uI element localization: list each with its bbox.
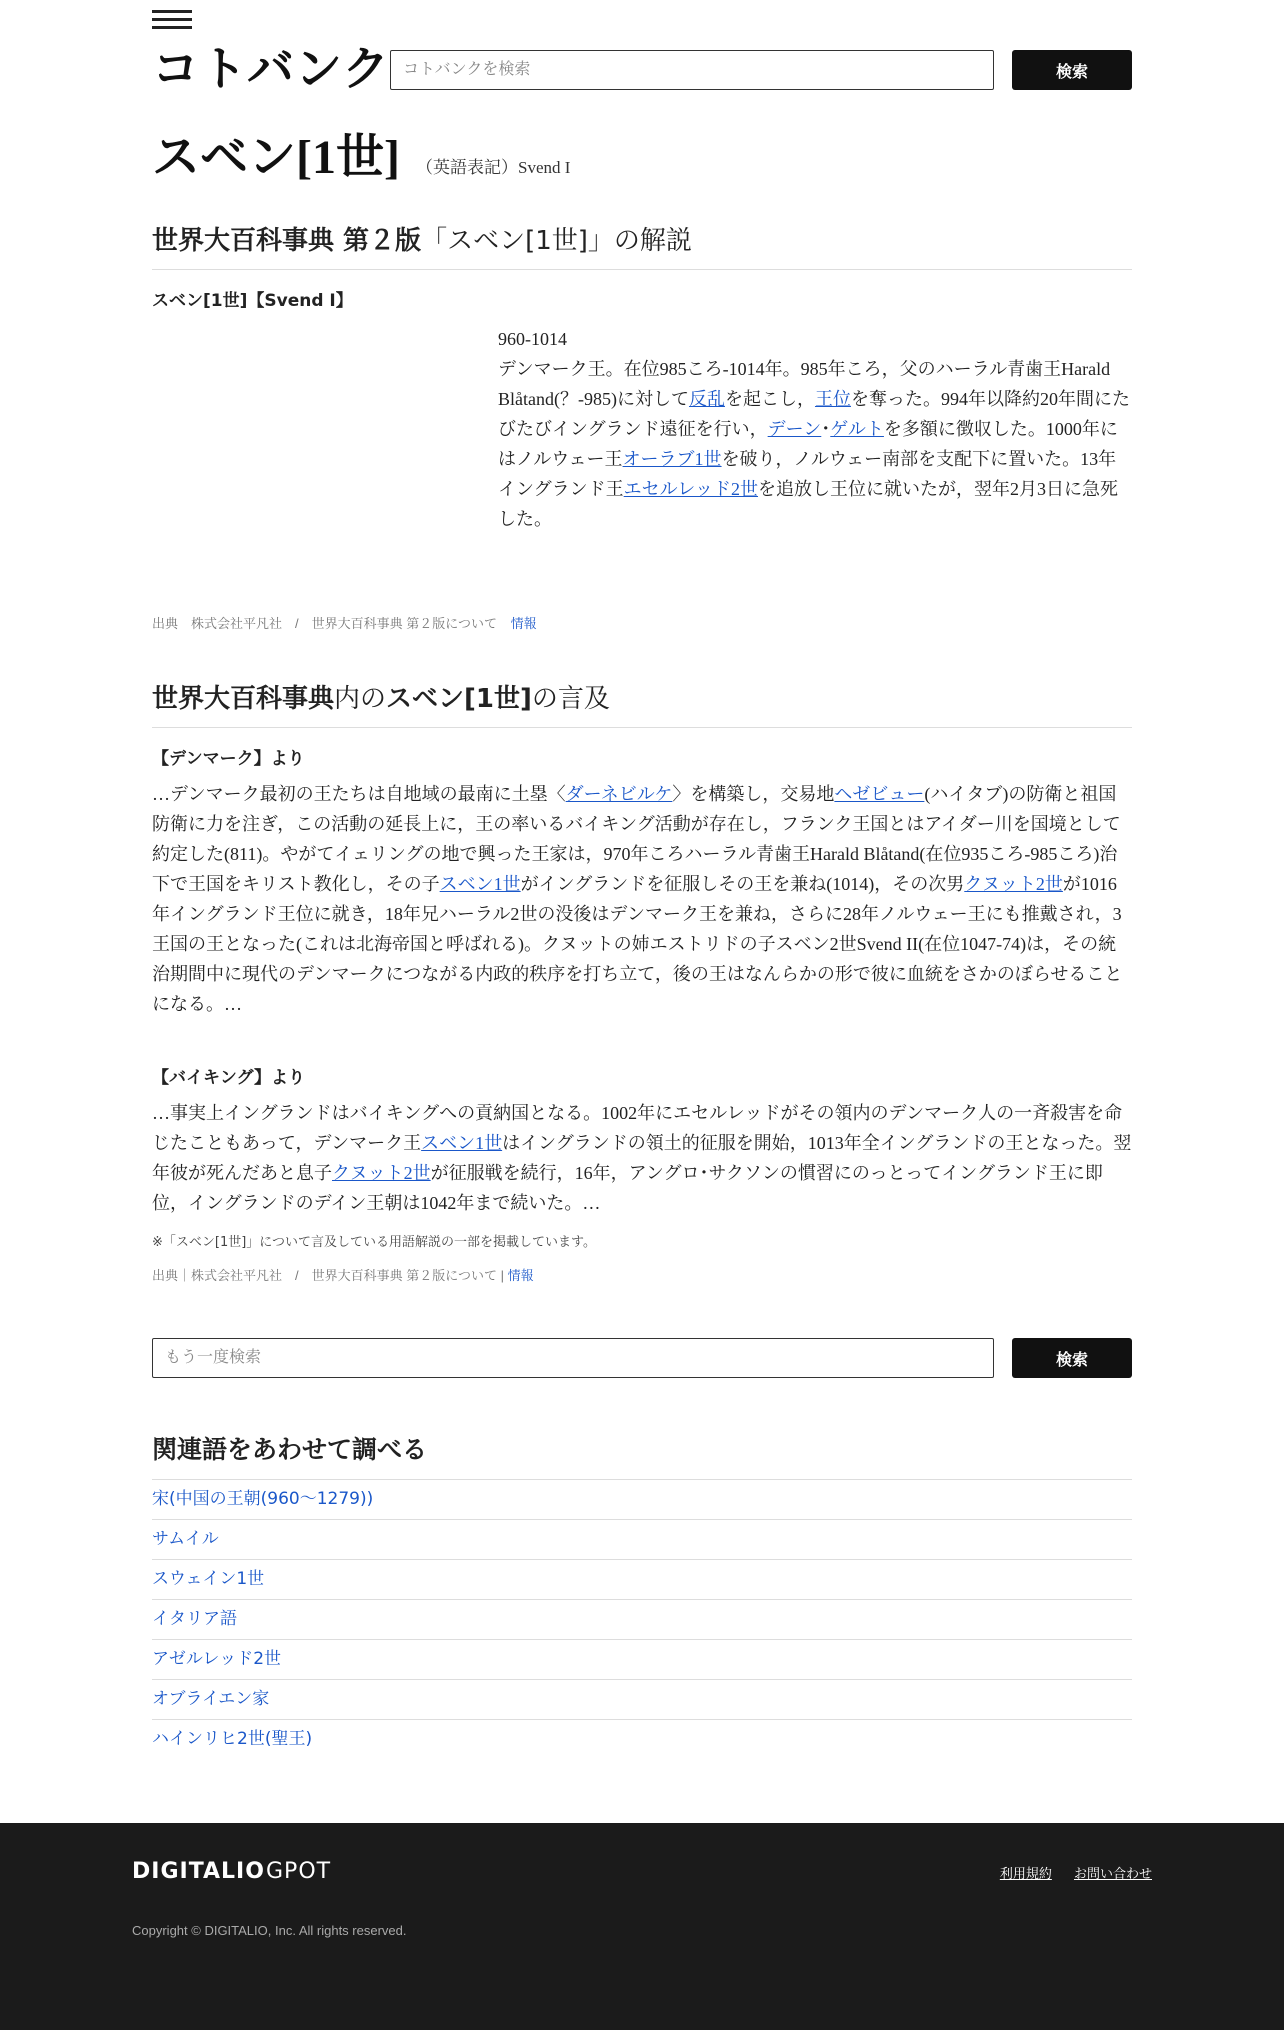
search-again-input[interactable] [152, 1338, 994, 1378]
text-run: 〉を構築し，交易地 [672, 784, 835, 804]
related-link[interactable]: 宋(中国の王朝(960～1279)) [152, 1489, 374, 1509]
related-item [152, 1599, 1132, 1639]
related-item [152, 1559, 1132, 1599]
related-item [152, 1719, 1132, 1759]
mentions-mid: 内の [334, 684, 387, 714]
term-link[interactable]: スベン1世 [439, 874, 521, 894]
mention-note: ※「スベン[1世]」について言及している用語解説の一部を掲載しています。 [152, 1235, 597, 1250]
bottom-search [152, 1338, 994, 1378]
ref-body-viking [152, 1098, 1132, 1218]
entry-title: スベン[1世] [152, 131, 400, 184]
related-link[interactable]: イタリア語 [152, 1609, 237, 1629]
text-run: が征服戦を続行，16年，アングロ･サクソンの慣習にのっとってイングランド王に即位，イングランドのデイン王朝は1042年まで続いた。… [152, 1163, 1103, 1213]
term-link[interactable]: ゲルト [830, 419, 884, 439]
mentions-term: スベン[1世] [386, 684, 532, 714]
related-link[interactable]: オブライエン家 [152, 1689, 270, 1709]
ref-heading-denmark: 【デンマーク】より [152, 749, 305, 769]
term-link[interactable]: クヌット2世 [332, 1163, 431, 1183]
text-run: が1016年イングランド王位に就き，18年兄ハーラル2世の没後はデンマーク王を兼ね，さらに28年ノルウェー王にも推戴され，3王国の王となった(これは北海帝国と呼ばれる)。クヌットの姉エストリドの子スベン2世Svend II(在位1047-74)は，その統治期間中に現代のデンマークにつながる内政的秩序を打ち立て，後の王はなんらかの形で彼に血統をさかのぼらせることになる。… [152, 874, 1123, 1014]
source-info-link[interactable]: 情報 [510, 616, 537, 631]
english-note: （英語表記）Svend I [415, 158, 571, 177]
text-run: デンマーク王。在位985ころ-1014年。985年ころ，父のハーラル青歯王Harald Blåtand(？-985)に対して [498, 359, 1111, 409]
term-link[interactable]: ヘゼビュー [834, 784, 925, 804]
entry-text [498, 354, 1132, 534]
term-link[interactable]: ダーネビルケ [565, 784, 673, 804]
text-run: ･ [821, 419, 831, 439]
term-link[interactable]: 王位 [814, 389, 851, 409]
page-title [152, 118, 570, 187]
related-item [152, 1639, 1132, 1679]
term-link[interactable]: 反乱 [688, 389, 725, 409]
text-run: (ハイタブ)の防衛と祖国防衛に力を注ぎ，この活動の延長上に，王の率いるバイキング活動が存在し，フランク王国とはアイダー川を国境として約定した(811)。やがてイェリングの地で興った王家は，970年ころハーラル青歯王Harald Blåtand(在位935ころ-985ころ)治下で王国をキリスト教化し，その子 [152, 784, 1121, 894]
footer-logo-gpot[interactable]: GPOT [266, 1859, 332, 1884]
text-run: はイングランドの領土的征服を開始，1013年全イングランドの王となった。翌年彼が死んだあと息子 [152, 1133, 1132, 1183]
search-button[interactable]: 検索 [1012, 50, 1132, 90]
site-logo[interactable]: コトバンク [152, 42, 391, 97]
source-line [152, 613, 537, 632]
related-heading: 関連語をあわせて調べる [152, 1435, 428, 1464]
header-search [390, 50, 994, 90]
related-item [152, 1519, 1132, 1559]
section-heading-rest: 「スベン[1世]」の解説 [421, 226, 692, 256]
footer-logo-digitalio[interactable]: DIGITALIO [132, 1859, 265, 1884]
related-item [152, 1479, 1132, 1519]
term-link[interactable]: オーラブ1世 [622, 449, 722, 469]
footer-links [982, 1863, 1152, 1882]
term-link[interactable]: デーン [767, 419, 822, 439]
term-link[interactable]: エセルレッド2世 [623, 479, 759, 499]
text-run: を追放し王位に就いたが，翌年2月3日に急死した。 [498, 479, 1119, 529]
source-name: 世界大百科事典 第２版 [152, 226, 422, 256]
copyright: Copyright © DIGITALIO, Inc. All rights reserved. [132, 1923, 407, 1938]
ref-body-denmark [152, 779, 1132, 1019]
entry-dates: 960-1014 [498, 329, 567, 349]
source-info-link-2[interactable]: 情報 [507, 1268, 534, 1283]
text-run: を奪った。994年以降約20年間にたびたびイングランド遠征を行い， [498, 389, 1130, 439]
footer [0, 1823, 1284, 2030]
term-link[interactable]: スベン1世 [421, 1133, 503, 1153]
search-input[interactable] [390, 50, 994, 90]
terms-link[interactable]: 利用規約 [999, 1867, 1052, 1882]
ref-heading-viking: 【バイキング】より [152, 1068, 305, 1088]
related-link[interactable]: サムイル [152, 1529, 219, 1549]
related-link[interactable]: スウェイン1世 [152, 1569, 265, 1589]
text-run: を多額に徴収した。1000年にはノルウェー王 [498, 419, 1118, 469]
entry-heading: スベン[1世]【Svend I】 [152, 291, 353, 311]
source-line-2 [152, 1265, 534, 1284]
source-text: 出典 株式会社平凡社 / 世界大百科事典 第２版について [152, 616, 497, 631]
section-heading-encyclopedia [152, 220, 1132, 270]
menu-icon[interactable] [152, 10, 192, 30]
related-link[interactable]: アゼルレッド2世 [152, 1649, 282, 1669]
related-list [152, 1479, 1132, 1759]
text-run: …デンマーク最初の王たちは自地域の最南に土塁〈 [152, 784, 566, 804]
search-again-button[interactable]: 検索 [1012, 1338, 1132, 1378]
mentions-end: の言及 [531, 684, 610, 714]
mentions-source: 世界大百科事典 [152, 684, 335, 714]
text-run: を破り，ノルウェー南部を支配下に置いた。13年イングランド王 [498, 449, 1117, 499]
entry-body [498, 324, 1132, 534]
term-link[interactable]: クヌット2世 [964, 874, 1063, 894]
related-item [152, 1679, 1132, 1719]
text-run: を起こし， [724, 389, 815, 409]
source-text-2: 出典｜株式会社平凡社 / 世界大百科事典 第２版について | [152, 1268, 504, 1283]
section-heading-mentions [152, 678, 1132, 728]
text-run: …事実上イングランドはバイキングへの貢納国となる。1002年にエセルレッドがその領内のデンマーク人の一斉殺害を命じたこともあって，デンマーク王 [152, 1103, 1123, 1153]
text-run: がイングランドを征服しその王を兼ね(1014)，その次男 [520, 874, 965, 894]
contact-link[interactable]: お問い合わせ [1073, 1867, 1152, 1882]
related-link[interactable]: ハインリヒ2世(聖王) [152, 1729, 313, 1749]
